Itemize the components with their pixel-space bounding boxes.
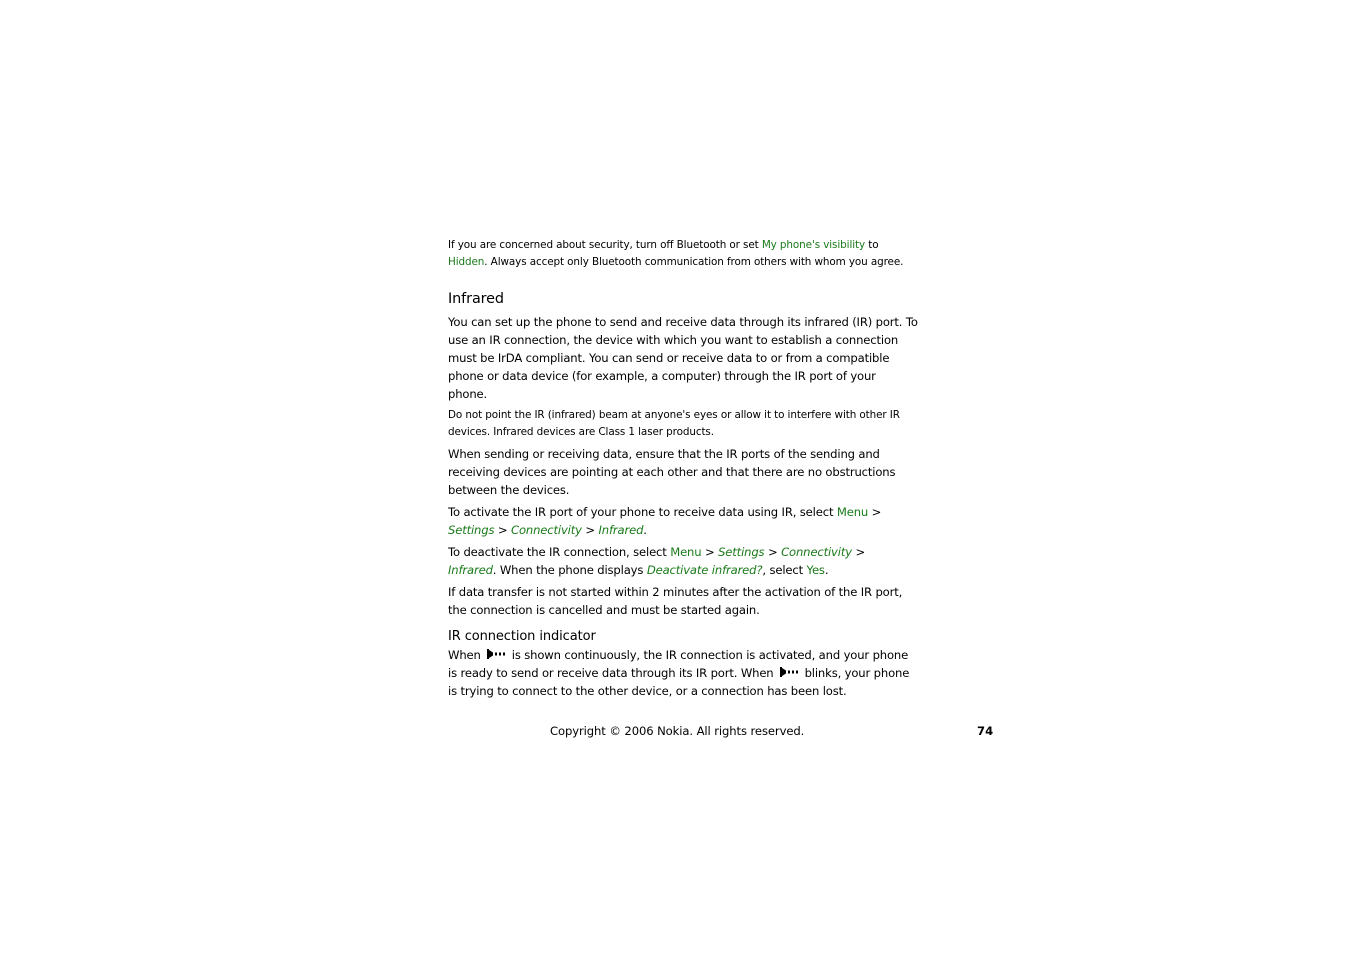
note-text: If you are concerned about security, turn off Bluetooth or set [448, 239, 762, 251]
path-separator: > [494, 523, 511, 537]
menu-path-settings: Settings [448, 523, 495, 537]
alignment-paragraph: When sending or receiving data, ensure that the IR ports of the sending and receiving devices are pointing at each other and that there are no obstructions between the devices. [448, 447, 896, 497]
visibility-setting: My phone's visibility [761, 239, 866, 251]
deactivate-prompt: Deactivate infrared? [646, 563, 763, 577]
ir-indicator-icon [779, 666, 799, 678]
infrared-heading: Infrared [448, 291, 504, 307]
menu-path-menu: Menu [670, 545, 702, 559]
instruction-text: . [643, 523, 647, 537]
note-text: . Always accept only Bluetooth communication from others with whom you agree. [484, 255, 904, 268]
menu-path-connectivity: Connectivity [511, 523, 582, 537]
path-separator: > [764, 545, 782, 559]
instruction-text: To deactivate the IR connection, select [448, 545, 671, 559]
indicator-text: is shown continuously, the IR connection is activated, and your phone is ready to send or receive data through its IR port. When [448, 648, 909, 680]
path-separator: > [868, 505, 882, 519]
menu-path-connectivity: Connectivity [781, 545, 852, 559]
instruction-text: , select [762, 563, 807, 577]
instruction-text: . When the phone displays [492, 563, 647, 577]
security-note [448, 237, 918, 270]
note-text: to [865, 239, 879, 251]
infrared-intro: You can set up the phone to send and receive data through its infrared (IR) port. To use an IR connection, the device with which you want to establish a connection must be IrDA compliant. You can send or receive data to or from a compatible phone or data device (for example, a computer) through the IR port of your phone. [448, 315, 918, 401]
copyright-notice: Copyright © 2006 Nokia. All rights reserved. [550, 724, 805, 738]
laser-warning: Do not point the IR (infrared) beam at anyone's eyes or allow it to interfere with other IR devices. Infrared devices are Class 1 laser products. [448, 409, 900, 438]
activate-instructions [448, 503, 918, 539]
ir-indicator-icon [486, 648, 506, 660]
yes-option: Yes [806, 563, 825, 577]
indicator-heading: IR connection indicator [448, 629, 596, 644]
menu-path-settings: Settings [718, 545, 765, 559]
hidden-setting: Hidden [448, 255, 485, 268]
page-content [448, 237, 918, 704]
menu-path-infrared: Infrared [448, 563, 493, 577]
menu-path-infrared: Infrared [598, 523, 644, 537]
path-separator: > [701, 545, 719, 559]
path-separator: > [581, 523, 599, 537]
instruction-text: To activate the IR port of your phone to receive data using IR, select [448, 505, 837, 519]
indicator-text: blinks, your phone is trying to connect to the other device, or a connection has been lost. [448, 666, 910, 698]
indicator-paragraph [448, 646, 918, 700]
page-number: 74 [977, 724, 994, 738]
menu-path-menu: Menu [836, 505, 869, 519]
timeout-paragraph: If data transfer is not started within 2 minutes after the activation of the IR port, the connection is cancelled and must be started again. [448, 585, 903, 617]
indicator-text: When [448, 648, 485, 662]
instruction-text: . [824, 563, 829, 577]
deactivate-instructions [448, 543, 918, 579]
path-separator: > [851, 545, 866, 559]
